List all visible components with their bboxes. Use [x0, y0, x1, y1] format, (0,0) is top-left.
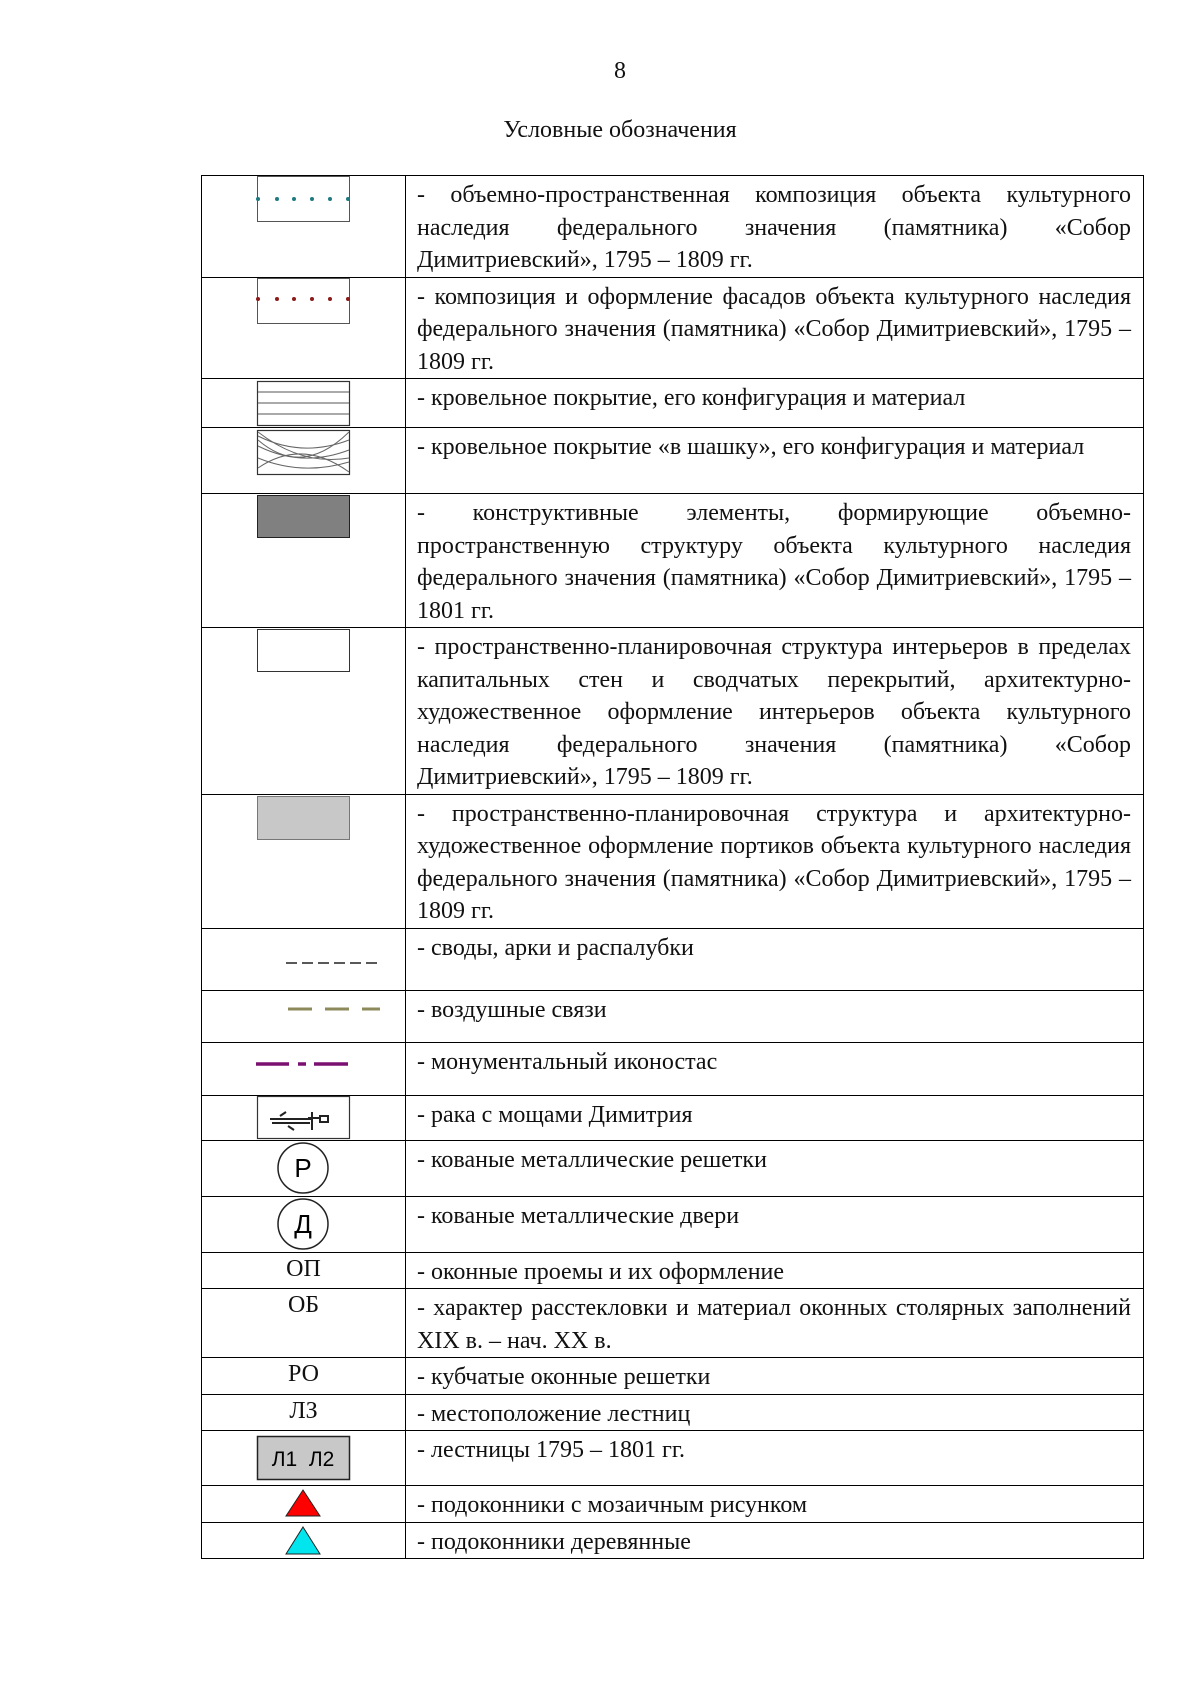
legend-description: - оконные проемы и их оформление	[406, 1252, 1144, 1289]
light-gray-box-icon	[202, 795, 405, 926]
page-number: 8	[614, 58, 626, 84]
legend-description: - лестницы 1795 – 1801 гг.	[406, 1431, 1144, 1486]
legend-row	[202, 794, 1144, 928]
legend-description: - рака с мощами Димитрия	[406, 1095, 1144, 1140]
striped-box-icon	[202, 379, 405, 428]
cyan-triangle-icon	[202, 1523, 405, 1556]
legend-description: - монументальный иконостас	[406, 1042, 1144, 1095]
legend-row	[202, 1140, 1144, 1196]
legend-symbol	[202, 1140, 406, 1196]
dark-gray-box-icon	[202, 494, 405, 625]
legend-symbol	[202, 428, 406, 494]
legend-row	[202, 628, 1144, 795]
legend-symbol	[202, 277, 406, 379]
legend-row	[202, 1431, 1144, 1486]
legend-symbol	[202, 1196, 406, 1252]
legend-code: ОП	[202, 1252, 406, 1289]
legend-description: - кубчатые оконные решетки	[406, 1358, 1144, 1395]
legend-symbol	[202, 379, 406, 428]
legend-row	[202, 1522, 1144, 1559]
legend-row	[202, 1042, 1144, 1095]
legend-description: - своды, арки и распалубки	[406, 928, 1144, 990]
legend-description: - кровельное покрытие «в шашку», его конфигурация и материал	[406, 428, 1144, 494]
legend-row	[202, 277, 1144, 379]
legend-row	[202, 1196, 1144, 1252]
legend-symbol	[202, 628, 406, 795]
legend-row	[202, 1486, 1144, 1523]
circle-letter-label: Р	[294, 1152, 312, 1183]
red-triangle-icon	[202, 1486, 405, 1519]
legend-description: - композиция и оформление фасадов объекта культурного наследия федерального значения (памятника) «Собор Димитриевский», 1795 – 1809 гг.	[406, 277, 1144, 379]
checker-box-icon	[202, 428, 405, 494]
legend-code: ЛЗ	[202, 1394, 406, 1431]
legend-description: - кровельное покрытие, его конфигурация и материал	[406, 379, 1144, 428]
purple-dash-dot-line-icon	[202, 1043, 405, 1096]
legend-symbol	[202, 794, 406, 928]
legend-description: - кованые металлические решетки	[406, 1140, 1144, 1196]
legend-table	[201, 175, 1144, 1559]
legend-row	[202, 176, 1144, 278]
legend-row	[202, 928, 1144, 990]
legend-row	[202, 1252, 1144, 1289]
stairs-box-label: Л1 Л2	[271, 1448, 335, 1471]
legend-description: - конструктивные элементы, формирующие объемно-пространственную структуру объекта культурного наследия федерального значения (памятника) «Собор Димитриевский», 1795 – 1801 гг.	[406, 494, 1144, 628]
legend-description: - характер расстекловки и материал оконных столярных заполнений XIX в. – нач. XX в.	[406, 1289, 1144, 1358]
circle-letter-label: Д	[294, 1208, 312, 1239]
legend-description: - кованые металлические двери	[406, 1196, 1144, 1252]
legend-symbol	[202, 1095, 406, 1140]
legend-row	[202, 494, 1144, 628]
legend-row	[202, 1095, 1144, 1140]
legend-description: - воздушные связи	[406, 990, 1144, 1042]
legend-symbol	[202, 1522, 406, 1559]
circle-letter-r-icon	[202, 1141, 405, 1197]
legend-description: - пространственно-планировочная структура интерьеров в пределах капитальных стен и сводчатых перекрытий, архитектурно-художественное оформление интерьеров объекта культурного наследия федерального значения (памятника) «Собор Димитриевский», 1795 – 1809 гг.	[406, 628, 1144, 795]
legend-description: - подоконники деревянные	[406, 1522, 1144, 1559]
legend-description: - пространственно-планировочная структура и архитектурно-художественное оформление портиков объекта культурного наследия федерального значения (памятника) «Собор Димитриевский», 1795 – 1809 гг.	[406, 794, 1144, 928]
short-dash-line-icon	[202, 929, 405, 991]
legend-symbol	[202, 1042, 406, 1095]
legend-symbol	[202, 1486, 406, 1523]
legend-symbol	[202, 928, 406, 990]
legend-code: РО	[202, 1358, 406, 1395]
legend-row	[202, 379, 1144, 428]
legend-symbol	[202, 990, 406, 1042]
white-box-icon	[202, 628, 405, 792]
legend-symbol	[202, 176, 406, 278]
legend-row	[202, 990, 1144, 1042]
legend-description: - местоположение лестниц	[406, 1394, 1144, 1431]
legend-row	[202, 1394, 1144, 1431]
legend-row	[202, 428, 1144, 494]
circle-letter-d-icon	[202, 1197, 405, 1253]
legend-row	[202, 1289, 1144, 1358]
stairs-box-icon	[202, 1431, 405, 1486]
reliquary-icon	[202, 1096, 405, 1141]
dotted-frame-red-icon	[202, 278, 405, 376]
page-title: Условные обозначения	[503, 117, 737, 143]
legend-symbol	[202, 1431, 406, 1486]
legend-description: - подоконники с мозаичным рисунком	[406, 1486, 1144, 1523]
dotted-frame-teal-icon	[202, 176, 405, 275]
legend-row	[202, 1358, 1144, 1395]
legend-description: - объемно-пространственная композиция объекта культурного наследия федерального значения (памятника) «Собор Димитриевский», 1795 – 1809 гг.	[406, 176, 1144, 278]
olive-dash-line-icon	[202, 991, 405, 1043]
legend-code: ОБ	[202, 1289, 406, 1358]
legend-symbol	[202, 494, 406, 628]
